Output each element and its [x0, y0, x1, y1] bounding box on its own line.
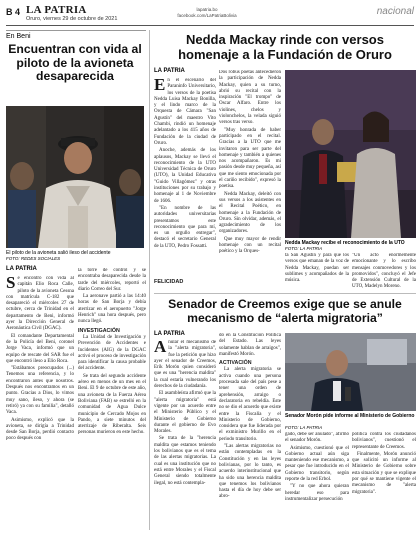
bottom-col2-p2: "Las alertas migratorias no están contempladas en la Constitución y en las leyes bolivianas, por lo tanto, es acuerdo interinstitucional que ha sido una herencia maldita que tenemos los bolivianos hasta el día de hoy debe ser abro- — [219, 444, 281, 500]
bottom-col4-p2: Finalmente, Morón anunció que solicitó un informe al Ministerio de Gobierno sobre esta situación y que se explique por qué se mantiene vigente el mecanismo de "alerta migratoria". — [352, 451, 416, 495]
bottom-byline: LA PATRIA — [154, 331, 185, 337]
top-dropcap: E — [154, 78, 166, 94]
top-caption-credit: FOTO: LA PATRIA — [285, 246, 323, 251]
story-divider — [154, 293, 416, 294]
bottom-col2-p1: La alerta migratoria se activa cuando una persona procesada sale del país pese a tener una orden de aprehensión, arraigo o declaratoria en rebeldía. Este no se dio el acuerdo que existe entre la Fiscalía y el Ministerio de Gobierno, considera que fue liderada por el exministro Murillo en el periodo transitorio. — [219, 367, 281, 442]
top-story-col3a — [285, 253, 349, 293]
bottom-col3-p2: Asimismo, cuestionó que el Gobierno actual aún siga manteniendo ese mecanismo, a pesar que fue introducido en el Gobierno transitorio, según reporte de la red Erbol. — [285, 445, 349, 483]
left-col1-p1: e encontró con vida al capitán Elio Roca Calle, piloto de la avioneta Cessna con matrícula C-182 que desapareció el miércoles 27 de octubre, cerca de Trinidad en el departamento de Beni, informó ayer la Dirección General de Aeronáutica Civil (DGAC). — [6, 276, 74, 332]
bottom-col3-p3: "Y no que ahora quieran heredar eso para instrumentalizar persecución — [285, 484, 349, 502]
moron-photo-image — [285, 333, 416, 411]
left-story-col2 — [78, 268, 146, 528]
bottom-caption-credit: FOTO: LA PATRIA — [285, 425, 323, 430]
bottom-story-col2 — [219, 333, 281, 528]
bottom-story-col3 — [285, 432, 349, 528]
top-story-col1 — [154, 78, 216, 276]
newspaper-logo: LA PATRIA — [26, 4, 87, 16]
left-kicker: En Beni — [6, 30, 146, 40]
header-rule — [6, 25, 414, 26]
top-story-col2 — [219, 70, 281, 288]
top-story-col3b — [352, 253, 416, 293]
bottom-headline: Senador de Creemos exige que se anule mecanismo de “alerta migratoria” — [168, 297, 402, 325]
column-divider — [149, 30, 150, 530]
top-col1-p2: Anoche, además de los aplausos, Mackay se llevó el reconocimiento de la UTO Universidad Técnica de Oruro (UTO), la Unidad Educativa "Guido Villagómez" y otras instituciones por su trabajo y homenaje al 1 de Noviembre de 1606. — [154, 148, 216, 204]
facebook-link[interactable]: facebook.com/LaPatriaBolivia — [177, 13, 237, 18]
website-link[interactable]: lapatria.bo — [196, 7, 218, 12]
top-headline: Nedda Mackay rinde con versos homenaje a la Fundación de Oruro — [178, 32, 392, 62]
top-photo-caption: Nedda Mackay recibe el reconocimiento de la UTO — [285, 240, 405, 246]
top-col3b-text: "Un acto enormemente emocionante y lo escribo mensajes conmovedores y los promovidos", concluyó el Jefe de Extensión Cultural de la UTO, Madelyn Moreno. — [352, 253, 416, 290]
left-col2-p1: la torre de control y se encontraba desaparecida desde la tarde del miércoles, reportó el diario Correo del Sur. — [78, 268, 146, 292]
bottom-story-col4 — [352, 432, 416, 528]
bottom-photo-caption: Senador Morón pide informe al Ministerio de Gobierno — [285, 413, 415, 419]
left-headline: Encuentran con vida al piloto de la avioneta desaparecida — [8, 42, 142, 83]
bottom-col1-p1: nular el mecanismo de la "alerta migratoria", fue la petición que hizo ayer el senador de Creemos, Erik Morón quien consideró que es una "herencia maldita" la cual estaría vulnerando los derechos de la ciudadanía. — [154, 340, 216, 390]
bottom-col2-subhead: ACTIVACIÓN — [219, 360, 252, 367]
top-col2-p4: Que muy mayor de rendir homenaje con un recital poético y la Orques- — [219, 236, 281, 255]
bottom-story-col1 — [154, 340, 216, 528]
left-col1-p3: "Estábamos preocupados (...) Tenemos una referencia, y lo encontraron antes que nosotros. Después nos encontramos en un punto. Gracias a Dios, lo vimos muy sano, ileso, y ahora (se retiró) ya con su familia", detalló Vaca. — [6, 366, 74, 416]
left-col2-p3: La Unidad de Investigación y Prevención de Accidentes e Incidentes (AIG) de la DGAC activó el proceso de investigación para identificar la causa probable del accidente. — [78, 334, 146, 372]
page-number: B 4 — [6, 7, 21, 17]
left-caption-text: El piloto de la avioneta salió ileso del accidente — [6, 250, 111, 256]
top-col3a-text: ta San Agustín y para que los versos que emanan de la voz de Nedda Mackay, puedan ser sublimes y acompañados de la música. — [285, 253, 349, 284]
left-dropcap: S — [6, 276, 16, 292]
mackay-photo — [285, 70, 416, 238]
left-col2-subhead: INVESTIGACIÓN — [78, 327, 120, 334]
top-col1-foot: FELICIDAD — [154, 279, 184, 285]
mackay-photo-image — [285, 70, 416, 238]
bottom-col3-p1: gado, debe ser anulado", afirmó el senador Morón. — [285, 432, 349, 444]
top-col1-p3: "En nombre de las autoridades universitarias presentamos este reconocimiento que para mí, es un orgullo entregar", destacó el secretario General de la UTO, Pedro Fossatti. — [154, 205, 216, 249]
top-col2-p2: "Muy honrada de haber participado en el recital. Gracias a la UTO que me invitaron para ser parte del homenaje y también a quienes nos acompañaron. Es mi pasión desde muy pequeña, así que me siento emocionada por el cariño recibido", expresó la poetisa. — [219, 127, 281, 190]
left-col2-p2: La aeronave partió a las 14:40 horas de San Borja y debía aterrizar en el aeropuerto "Jorge Henrich" una hora después, pero nunca llegó. — [78, 294, 146, 325]
top-col2-p1: Dos robus poetas antecedieron la participación de Nedda Mackay, quien a su turno, abrió su recital con la inspiración "El trompo" de Oscar Alfaro. Entre los violines, chelos y violonchelos, la velada siguió versos tras verso. — [219, 70, 281, 126]
top-col1-p1: n el escenario del Paraninfo Universitario, los versos de la poetisa Nedda Luisa Mackay Bonilla, y el lindo marco de la Orquesta de Cámara "San Agustín" del maestro Vito Chambi, rindió un homenaje adelantado a los 415 años de Fundación de la ciudad de Oruro. — [154, 78, 216, 146]
section-name: nacional — [376, 6, 414, 17]
left-col2-p4: Se trata del segundo accidente aéreo en menos de un mes en el Beni. El 9 de octubre de este año, una avioneta de la Fuerza Aérea Boliviana (FAB) se estrelló en la comunidad de Agua Dulce municipio de Cercado Mojos en Pando, a siete minutos del aterrizaje de Riberalta. Seis personas murieron en este hecho. — [78, 373, 146, 436]
bottom-col4-p1: política contra los ciudadanos bolivianos", cuestionó el representante de Creemos. — [352, 432, 416, 450]
bottom-dropcap: A — [154, 340, 167, 356]
moron-photo — [285, 333, 416, 411]
bottom-col1-p2: El asambleísta afirmó que la "alerta migratoria" está vigente por un acuerdo entre el Ministerio Público y el Ministerio de Gobierno durante el gobierno de Evo Morales. — [154, 391, 216, 435]
pilot-photo — [6, 106, 144, 248]
bottom-col2-p0: do en la Constitución Política del Estado. Las leyes solamente hablan de arraigos", manifestó Morón. — [219, 333, 281, 357]
bottom-col1-p3: Se trata de la "herencia maldita que estamos teniendo los bolivianos que es el tema de las alertas migratorias. La cual es una institución que no está entre Morales y el Fiscal General siendo totalmente ilegal, no está contempla- — [154, 436, 216, 486]
left-byline: LA PATRIA — [6, 266, 37, 272]
top-col2-p3: Nedda Mackay, deleitó con sus versos a los asistentes en el Recital Poético, en homenaje a la Fundación de Oruro. Sin olvidar, además, el agradecimiento de los organizadores. — [219, 191, 281, 235]
left-story-col1 — [6, 276, 74, 528]
header-links — [152, 7, 262, 19]
left-col1-p4: Asimismo, explicó que la avioneta, se dirigía a Trinidad desde San Borja, perdió contacto poco después con — [6, 417, 74, 442]
top-byline: LA PATRIA — [154, 68, 185, 74]
issue-date: Oruro, viernes 29 de octubre de 2021 — [26, 16, 118, 22]
pilot-photo-image — [6, 106, 144, 248]
left-caption-credit: FOTO: REDES SOCIALES — [6, 256, 61, 261]
left-col1-p2: El comandante Departamental de la Policía del Beni, coronel Jorge Vaca, informó que un equipo de rescate del SAR fue el que encontró ileso a Elio Roca. — [6, 333, 74, 364]
